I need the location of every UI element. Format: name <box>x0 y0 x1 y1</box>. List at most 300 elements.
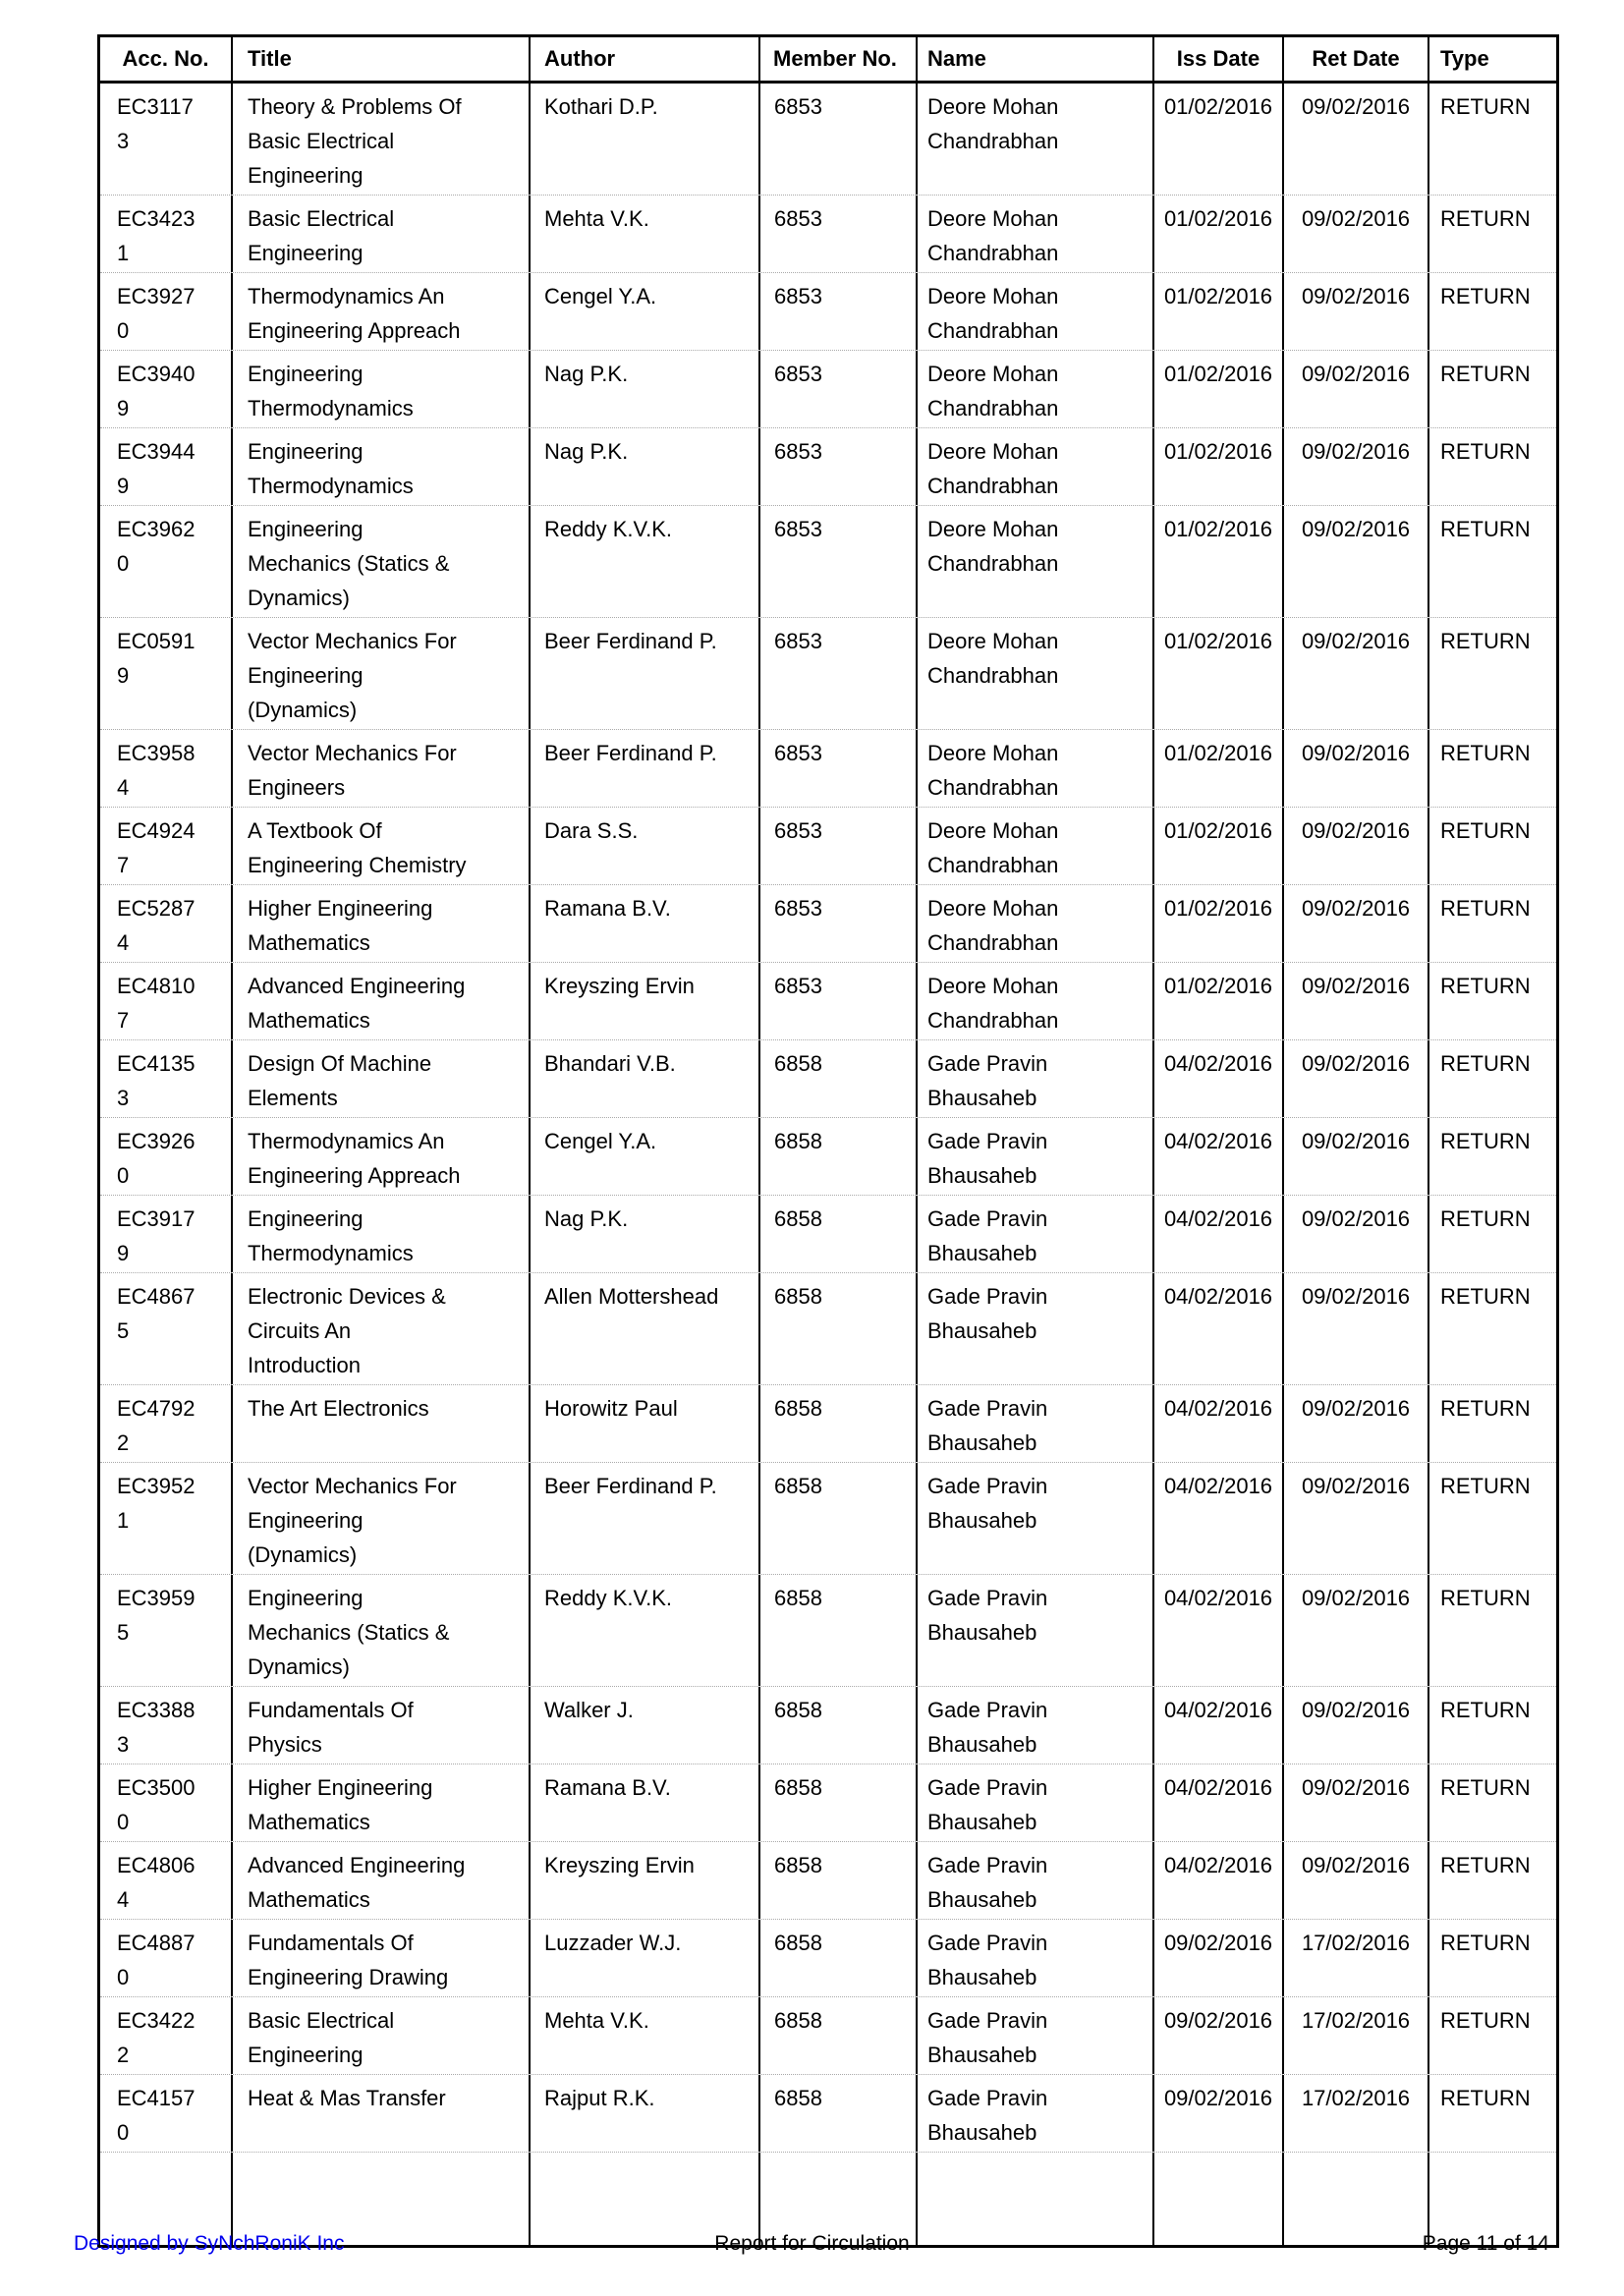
title-text: Circuits An <box>248 1318 352 1343</box>
name-text: Chandrabhan <box>927 663 1059 688</box>
type-text: RETURN <box>1440 1698 1531 1722</box>
author-text: Allen Mottershead <box>544 1284 719 1309</box>
iss-cell <box>1152 963 1282 1039</box>
author-text: Mehta V.K. <box>544 2008 649 2033</box>
table-row <box>100 729 1556 807</box>
type-text: RETURN <box>1440 2086 1531 2110</box>
type-cell <box>1428 351 1556 427</box>
member-cell <box>758 1687 916 1764</box>
name-text: Gade Pravin <box>927 1129 1048 1153</box>
table-row <box>100 350 1556 427</box>
type-text: RETURN <box>1440 896 1531 921</box>
iss-cell <box>1152 506 1282 617</box>
member-text: 6853 <box>774 362 822 386</box>
title-cell <box>231 428 529 505</box>
ret-text: 09/02/2016 <box>1301 1586 1411 1610</box>
ret-text: 09/02/2016 <box>1301 1206 1411 1231</box>
iss-text: 04/02/2016 <box>1163 1853 1273 1877</box>
table-row <box>100 1462 1556 1574</box>
author-cell <box>529 1196 758 1272</box>
title-text: Engineering Appreach <box>248 318 461 343</box>
name-text: Bhausaheb <box>927 1163 1037 1188</box>
acc-cell <box>100 428 231 505</box>
acc-text: 2 <box>117 2043 130 2067</box>
acc-text: 0 <box>117 2120 130 2145</box>
iss-cell <box>1152 1687 1282 1764</box>
ret-text: 09/02/2016 <box>1301 362 1411 386</box>
acc-text: 4 <box>117 930 130 955</box>
member-text: 6858 <box>774 2086 822 2110</box>
author-text: Mehta V.K. <box>544 206 649 231</box>
author-cell <box>529 1463 758 1574</box>
author-cell <box>529 1764 758 1841</box>
title-text: Mechanics (Statics & <box>248 1620 450 1645</box>
ret-text: 09/02/2016 <box>1301 284 1411 308</box>
title-cell <box>231 1575 529 1686</box>
acc-text: 5 <box>117 1318 130 1343</box>
ret-cell <box>1282 618 1428 729</box>
title-text: Basic Electrical <box>248 129 395 153</box>
name-text: Bhausaheb <box>927 1318 1037 1343</box>
name-text: Chandrabhan <box>927 474 1059 498</box>
name-text: Bhausaheb <box>927 1810 1037 1834</box>
name-text: Gade Pravin <box>927 1051 1048 1076</box>
name-cell <box>916 1764 1152 1841</box>
author-text: Nag P.K. <box>544 1206 629 1231</box>
ret-cell <box>1282 1997 1428 2074</box>
title-text: Mathematics <box>248 1810 370 1834</box>
title-text: Advanced Engineering <box>248 1853 466 1877</box>
iss-cell <box>1152 1575 1282 1686</box>
ret-cell <box>1282 1040 1428 1117</box>
table-header-row <box>100 37 1556 84</box>
name-text: Deore Mohan <box>927 206 1059 231</box>
member-text: 6858 <box>774 1853 822 1877</box>
acc-text: EC3500 <box>117 1775 196 1800</box>
acc-text: EC4924 <box>117 818 196 843</box>
author-cell <box>529 506 758 617</box>
member-text: 6858 <box>774 1206 822 1231</box>
iss-cell <box>1152 428 1282 505</box>
member-cell <box>758 1764 916 1841</box>
acc-cell <box>100 1997 231 2074</box>
acc-text: 3 <box>117 1732 130 1757</box>
title-text: Mechanics (Statics & <box>248 551 450 576</box>
type-text: RETURN <box>1440 206 1531 231</box>
acc-text: EC3944 <box>117 439 196 464</box>
name-text: Deore Mohan <box>927 818 1059 843</box>
author-text: Kothari D.P. <box>544 94 658 119</box>
iss-cell <box>1152 1273 1282 1384</box>
acc-text: 1 <box>117 1508 130 1533</box>
acc-text: EC4135 <box>117 1051 196 1076</box>
acc-cell <box>100 1196 231 1272</box>
title-text: Engineering <box>248 362 364 386</box>
name-text: Gade Pravin <box>927 1775 1048 1800</box>
member-cell <box>758 1920 916 1996</box>
ret-cell <box>1282 1575 1428 1686</box>
title-text: Vector Mechanics For <box>248 1474 457 1498</box>
title-text: The Art Electronics <box>248 1396 429 1421</box>
type-cell <box>1428 1920 1556 1996</box>
author-text: Beer Ferdinand P. <box>544 1474 717 1498</box>
title-text: Fundamentals Of <box>248 1931 414 1955</box>
table-row <box>100 1841 1556 1919</box>
column-header-member-no: Member No. <box>758 37 916 81</box>
ret-text: 09/02/2016 <box>1301 818 1411 843</box>
acc-cell <box>100 963 231 1039</box>
acc-text: 3 <box>117 1086 130 1110</box>
ret-cell <box>1282 1842 1428 1919</box>
acc-text: 9 <box>117 396 130 420</box>
name-cell <box>916 506 1152 617</box>
title-cell <box>231 351 529 427</box>
title-text: Engineering Chemistry <box>248 853 467 877</box>
acc-text: 9 <box>117 1241 130 1265</box>
acc-cell <box>100 1920 231 1996</box>
iss-text: 04/02/2016 <box>1163 1051 1273 1076</box>
member-cell <box>758 808 916 884</box>
acc-text: EC3962 <box>117 517 196 541</box>
name-text: Chandrabhan <box>927 241 1059 265</box>
member-cell <box>758 730 916 807</box>
author-text: Nag P.K. <box>544 439 629 464</box>
iss-cell <box>1152 1842 1282 1919</box>
ret-text: 09/02/2016 <box>1301 1396 1411 1421</box>
iss-text: 01/02/2016 <box>1163 974 1273 998</box>
member-cell <box>758 1196 916 1272</box>
member-cell <box>758 506 916 617</box>
member-cell <box>758 1463 916 1574</box>
ret-text: 09/02/2016 <box>1301 896 1411 921</box>
iss-cell <box>1152 1118 1282 1195</box>
author-cell <box>529 428 758 505</box>
name-text: Bhausaheb <box>927 1965 1037 1989</box>
iss-text: 04/02/2016 <box>1163 1586 1273 1610</box>
name-text: Gade Pravin <box>927 1284 1048 1309</box>
member-text: 6858 <box>774 1129 822 1153</box>
author-cell <box>529 1273 758 1384</box>
acc-cell <box>100 351 231 427</box>
name-cell <box>916 2075 1152 2152</box>
author-cell <box>529 885 758 962</box>
name-text: Deore Mohan <box>927 629 1059 653</box>
type-text: RETURN <box>1440 1129 1531 1153</box>
member-cell <box>758 1118 916 1195</box>
report-title: Report for Circulation <box>714 2232 910 2255</box>
type-text: RETURN <box>1440 284 1531 308</box>
title-cell <box>231 196 529 272</box>
name-text: Deore Mohan <box>927 94 1059 119</box>
acc-text: 0 <box>117 1965 130 1989</box>
author-text: Walker J. <box>544 1698 634 1722</box>
title-text: Engineers <box>248 775 346 800</box>
title-text: Mathematics <box>248 1008 370 1033</box>
type-text: RETURN <box>1440 1775 1531 1800</box>
title-text: Thermodynamics An <box>248 1129 445 1153</box>
name-text: Gade Pravin <box>927 1206 1048 1231</box>
column-header-author: Author <box>529 37 758 81</box>
type-text: RETURN <box>1440 2008 1531 2033</box>
column-header-name: Name <box>916 37 1152 81</box>
member-cell <box>758 2075 916 2152</box>
type-cell <box>1428 1687 1556 1764</box>
author-cell <box>529 1385 758 1462</box>
acc-text: 1 <box>117 241 130 265</box>
name-text: Gade Pravin <box>927 1474 1048 1498</box>
ret-text: 09/02/2016 <box>1301 1853 1411 1877</box>
name-text: Chandrabhan <box>927 129 1059 153</box>
acc-cell <box>100 885 231 962</box>
title-text: Vector Mechanics For <box>248 741 457 765</box>
title-text: Engineering Drawing <box>248 1965 449 1989</box>
title-cell <box>231 506 529 617</box>
member-text: 6858 <box>774 2008 822 2033</box>
acc-text: EC0591 <box>117 629 196 653</box>
type-text: RETURN <box>1440 974 1531 998</box>
name-text: Bhausaheb <box>927 1508 1037 1533</box>
title-cell <box>231 963 529 1039</box>
name-text: Chandrabhan <box>927 853 1059 877</box>
type-cell <box>1428 963 1556 1039</box>
name-text: Bhausaheb <box>927 1241 1037 1265</box>
ret-cell <box>1282 196 1428 272</box>
column-header-ret-date: Ret Date <box>1282 37 1428 81</box>
acc-cell <box>100 1575 231 1686</box>
iss-text: 01/02/2016 <box>1163 439 1273 464</box>
acc-text: 0 <box>117 318 130 343</box>
ret-text: 09/02/2016 <box>1301 1698 1411 1722</box>
acc-text: EC4810 <box>117 974 196 998</box>
name-cell <box>916 1687 1152 1764</box>
author-cell <box>529 1040 758 1117</box>
filler-cell <box>916 2153 1152 2245</box>
acc-text: EC4867 <box>117 1284 196 1309</box>
name-text: Bhausaheb <box>927 1086 1037 1110</box>
member-text: 6853 <box>774 94 822 119</box>
table-row <box>100 1764 1556 1841</box>
member-cell <box>758 963 916 1039</box>
title-text: Engineering <box>248 663 364 688</box>
iss-cell <box>1152 351 1282 427</box>
author-cell <box>529 2075 758 2152</box>
title-cell <box>231 730 529 807</box>
type-cell <box>1428 2075 1556 2152</box>
name-cell <box>916 1196 1152 1272</box>
name-text: Deore Mohan <box>927 439 1059 464</box>
acc-text: 0 <box>117 1163 130 1188</box>
ret-cell <box>1282 2075 1428 2152</box>
iss-text: 01/02/2016 <box>1163 517 1273 541</box>
author-cell <box>529 273 758 350</box>
iss-text: 04/02/2016 <box>1163 1206 1273 1231</box>
ret-cell <box>1282 1118 1428 1195</box>
acc-text: EC3423 <box>117 206 196 231</box>
title-text: Engineering <box>248 2043 364 2067</box>
acc-text: EC5287 <box>117 896 196 921</box>
type-cell <box>1428 506 1556 617</box>
ret-text: 17/02/2016 <box>1301 2086 1411 2110</box>
title-text: Electronic Devices & <box>248 1284 446 1309</box>
type-cell <box>1428 84 1556 195</box>
name-text: Gade Pravin <box>927 1396 1048 1421</box>
author-cell <box>529 84 758 195</box>
name-text: Gade Pravin <box>927 1586 1048 1610</box>
ret-text: 09/02/2016 <box>1301 206 1411 231</box>
author-cell <box>529 1687 758 1764</box>
title-cell <box>231 1385 529 1462</box>
author-cell <box>529 1997 758 2074</box>
type-text: RETURN <box>1440 818 1531 843</box>
type-cell <box>1428 808 1556 884</box>
author-text: Kreyszing Ervin <box>544 1853 695 1877</box>
name-cell <box>916 1920 1152 1996</box>
title-text: Heat & Mas Transfer <box>248 2086 446 2110</box>
ret-cell <box>1282 1463 1428 1574</box>
name-text: Gade Pravin <box>927 2086 1048 2110</box>
table-row <box>100 505 1556 617</box>
column-header-title: Title <box>231 37 529 81</box>
ret-cell <box>1282 1920 1428 1996</box>
title-text: Theory & Problems Of <box>248 94 462 119</box>
member-cell <box>758 1997 916 2074</box>
title-text: A Textbook Of <box>248 818 382 843</box>
iss-text: 04/02/2016 <box>1163 1698 1273 1722</box>
acc-cell <box>100 1118 231 1195</box>
title-cell <box>231 885 529 962</box>
type-text: RETURN <box>1440 1853 1531 1877</box>
column-header-acc-no: Acc. No. <box>122 46 209 71</box>
iss-text: 01/02/2016 <box>1163 362 1273 386</box>
iss-text: 01/02/2016 <box>1163 284 1273 308</box>
iss-text: 01/02/2016 <box>1163 741 1273 765</box>
iss-cell <box>1152 273 1282 350</box>
title-cell <box>231 1920 529 1996</box>
ret-cell <box>1282 885 1428 962</box>
iss-cell <box>1152 808 1282 884</box>
title-cell <box>231 1687 529 1764</box>
acc-text: EC3927 <box>117 284 196 308</box>
title-text: Engineering Appreach <box>248 1163 461 1188</box>
iss-cell <box>1152 618 1282 729</box>
title-cell <box>231 1463 529 1574</box>
ret-cell <box>1282 730 1428 807</box>
column-header-type: Type <box>1428 37 1556 81</box>
member-text: 6853 <box>774 629 822 653</box>
name-text: Chandrabhan <box>927 318 1059 343</box>
title-cell <box>231 1842 529 1919</box>
acc-text: 4 <box>117 1887 130 1912</box>
acc-cell <box>100 1040 231 1117</box>
name-cell <box>916 808 1152 884</box>
title-text: Thermodynamics <box>248 1241 414 1265</box>
type-cell <box>1428 618 1556 729</box>
iss-text: 04/02/2016 <box>1163 1129 1273 1153</box>
ret-text: 17/02/2016 <box>1301 1931 1411 1955</box>
name-text: Bhausaheb <box>927 2120 1037 2145</box>
member-cell <box>758 618 916 729</box>
iss-cell <box>1152 730 1282 807</box>
member-text: 6858 <box>774 1586 822 1610</box>
title-text: Engineering <box>248 439 364 464</box>
type-cell <box>1428 1764 1556 1841</box>
name-cell <box>916 351 1152 427</box>
type-text: RETURN <box>1440 94 1531 119</box>
name-cell <box>916 1575 1152 1686</box>
type-text: RETURN <box>1440 1284 1531 1309</box>
acc-cell <box>100 273 231 350</box>
member-cell <box>758 885 916 962</box>
author-text: Reddy K.V.K. <box>544 517 673 541</box>
ret-text: 09/02/2016 <box>1301 1474 1411 1498</box>
title-text: Mathematics <box>248 930 370 955</box>
ret-cell <box>1282 506 1428 617</box>
ret-text: 09/02/2016 <box>1301 439 1411 464</box>
acc-cell <box>100 2075 231 2152</box>
member-text: 6853 <box>774 206 822 231</box>
filler-cell <box>100 2153 231 2245</box>
member-cell <box>758 351 916 427</box>
author-text: Nag P.K. <box>544 362 629 386</box>
title-cell <box>231 2075 529 2152</box>
acc-cell <box>100 84 231 195</box>
title-text: Engineering <box>248 1206 364 1231</box>
name-cell <box>916 885 1152 962</box>
title-text: Engineering <box>248 1586 364 1610</box>
acc-text: 7 <box>117 853 130 877</box>
member-text: 6858 <box>774 1051 822 1076</box>
type-text: RETURN <box>1440 1206 1531 1231</box>
table-row <box>100 807 1556 884</box>
iss-text: 01/02/2016 <box>1163 94 1273 119</box>
iss-cell <box>1152 1920 1282 1996</box>
iss-cell <box>1152 84 1282 195</box>
name-cell <box>916 1118 1152 1195</box>
acc-text: 5 <box>117 1620 130 1645</box>
name-text: Deore Mohan <box>927 896 1059 921</box>
title-text: Higher Engineering <box>248 1775 433 1800</box>
author-cell <box>529 808 758 884</box>
author-text: Beer Ferdinand P. <box>544 741 717 765</box>
title-cell <box>231 618 529 729</box>
iss-cell <box>1152 1997 1282 2074</box>
name-text: Bhausaheb <box>927 1430 1037 1455</box>
column-header-iss-date: Iss Date <box>1152 37 1282 81</box>
iss-text: 01/02/2016 <box>1163 206 1273 231</box>
ret-text: 09/02/2016 <box>1301 741 1411 765</box>
table-row <box>100 427 1556 505</box>
type-cell <box>1428 885 1556 962</box>
ret-cell <box>1282 1687 1428 1764</box>
acc-text: 2 <box>117 1430 130 1455</box>
ret-text: 09/02/2016 <box>1301 1051 1411 1076</box>
iss-cell <box>1152 1463 1282 1574</box>
iss-text: 09/02/2016 <box>1163 2086 1273 2110</box>
filler-cell <box>1428 2153 1556 2245</box>
name-cell <box>916 1273 1152 1384</box>
name-text: Chandrabhan <box>927 396 1059 420</box>
name-text: Deore Mohan <box>927 284 1059 308</box>
member-cell <box>758 1575 916 1686</box>
title-text: Mathematics <box>248 1887 370 1912</box>
author-cell <box>529 1842 758 1919</box>
acc-cell <box>100 1764 231 1841</box>
iss-text: 04/02/2016 <box>1163 1474 1273 1498</box>
table-row <box>100 1384 1556 1462</box>
designed-by-link[interactable]: Designed by SyNchRoniK Inc <box>74 2232 345 2255</box>
iss-cell <box>1152 2075 1282 2152</box>
author-text: Cengel Y.A. <box>544 284 657 308</box>
